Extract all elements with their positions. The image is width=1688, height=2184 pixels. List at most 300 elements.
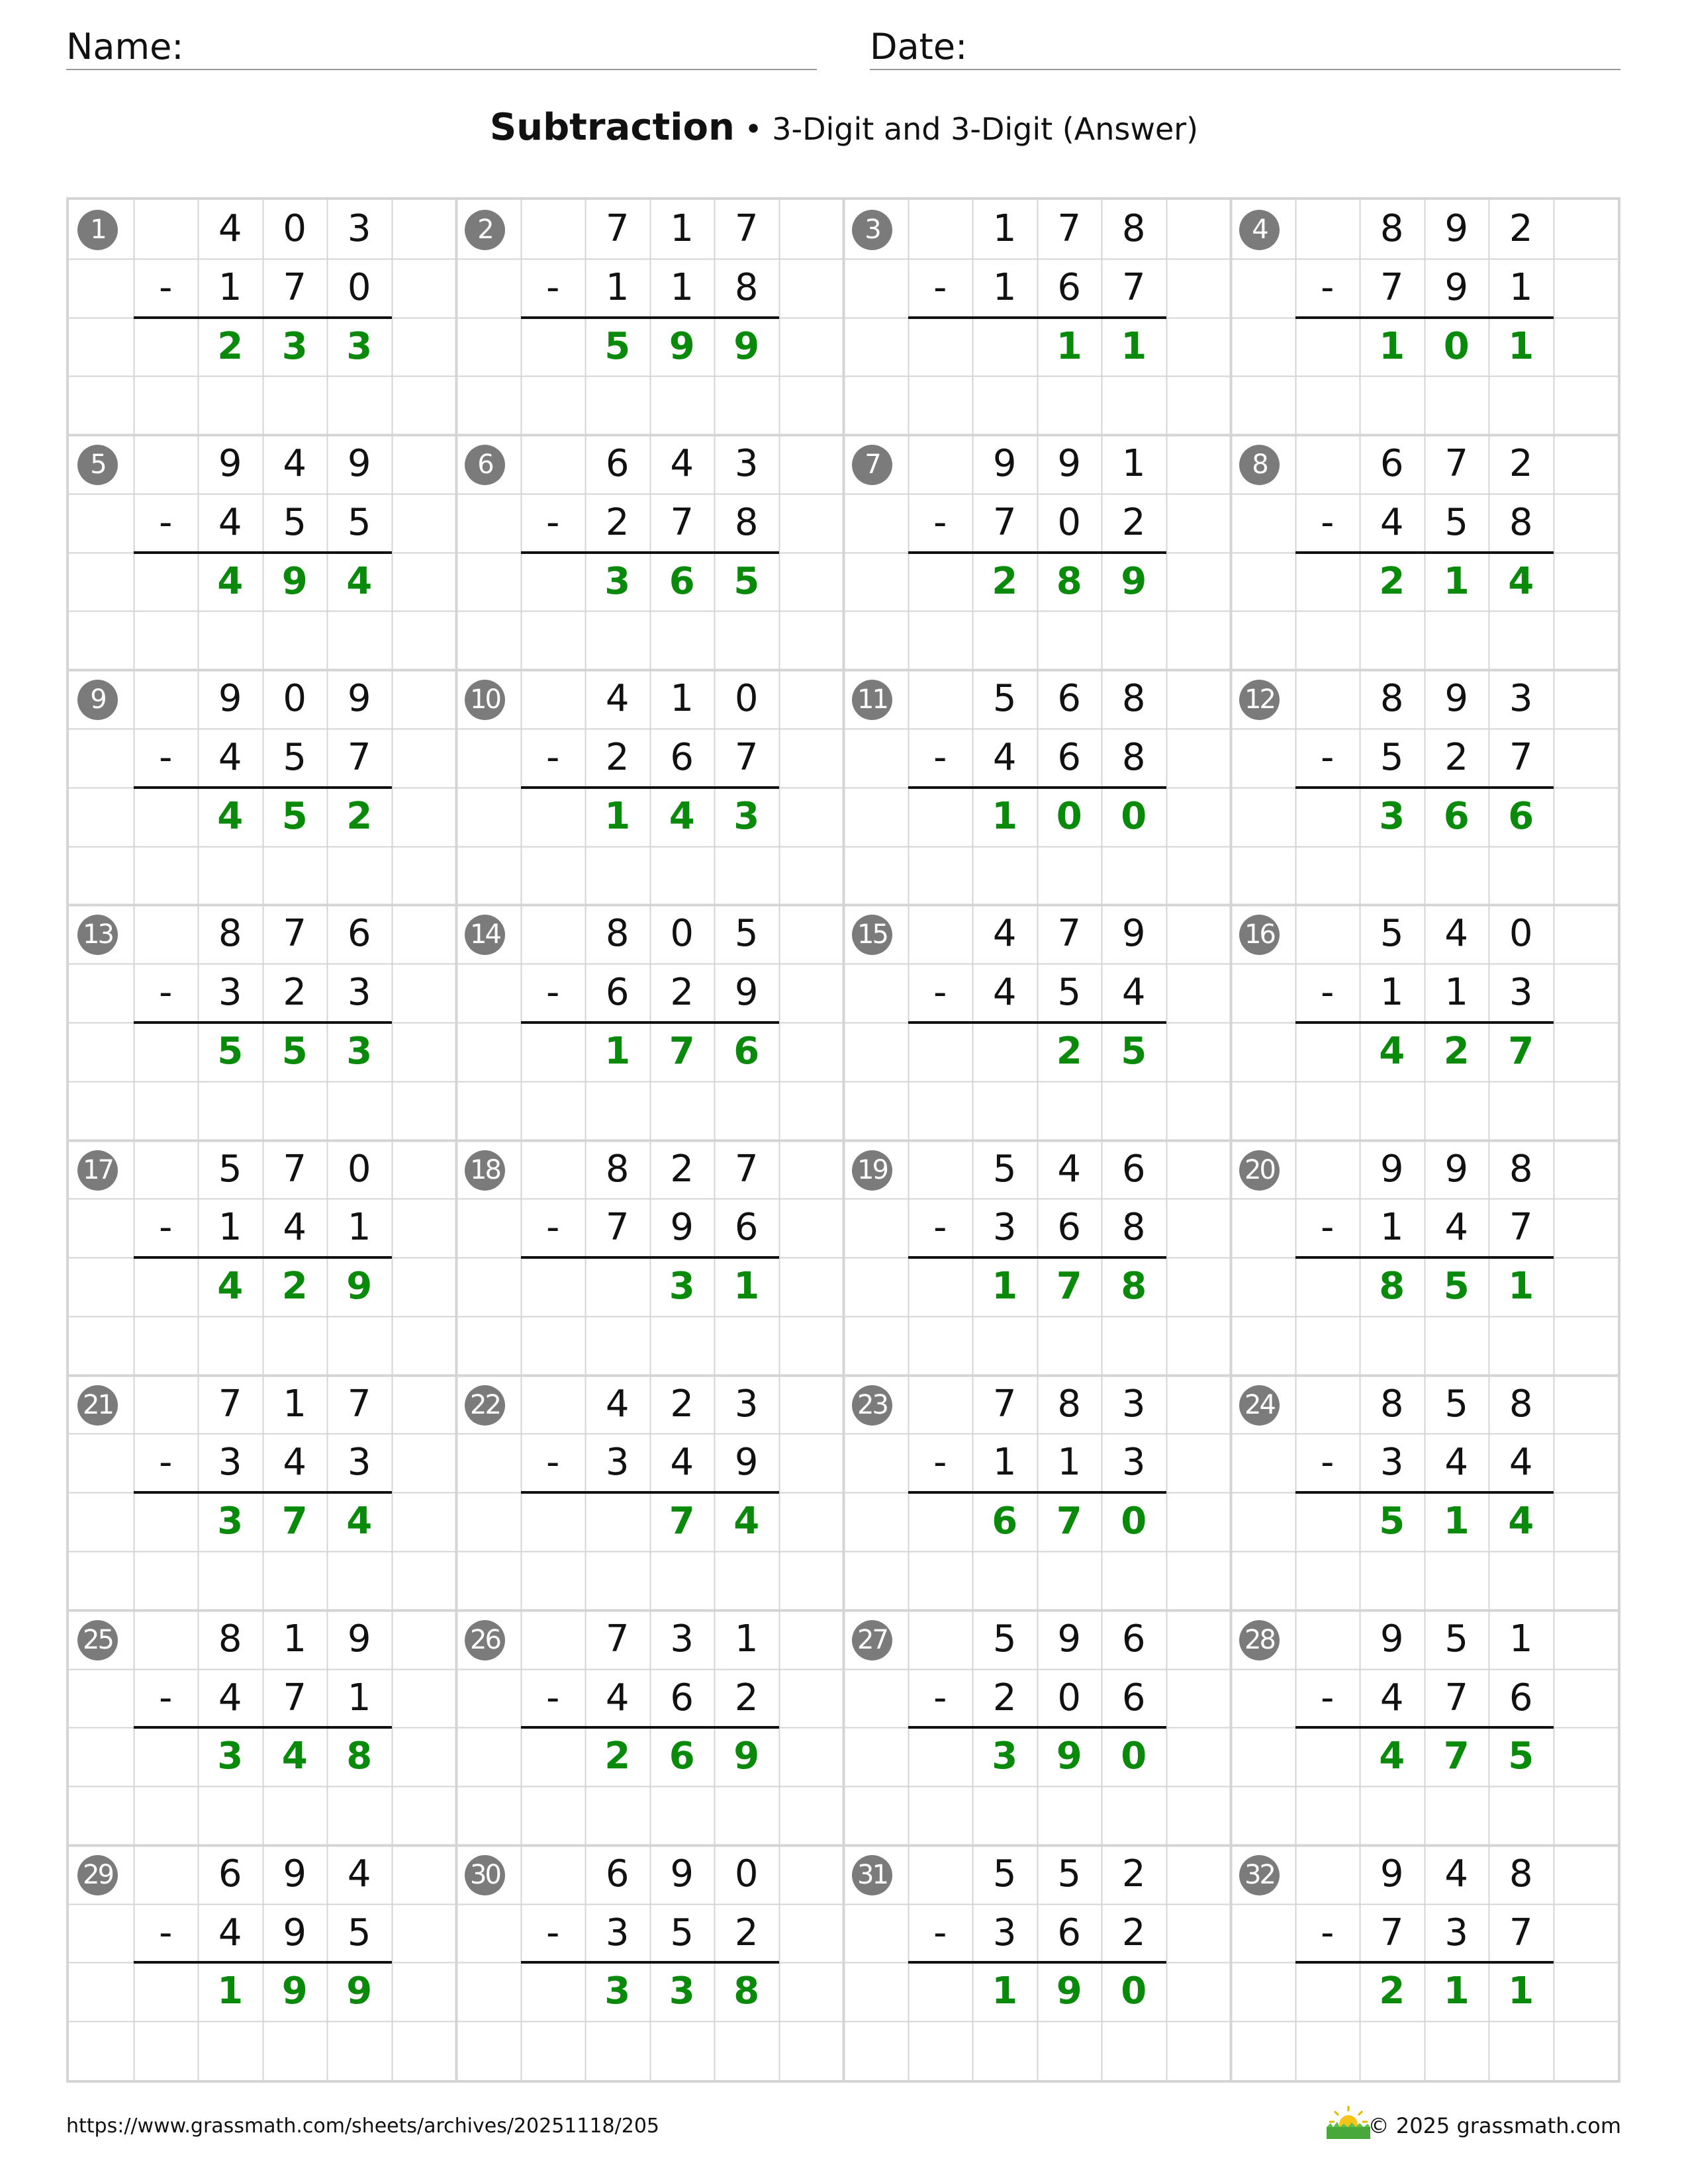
minuend-digit: 9 (1380, 1147, 1404, 1191)
subtrahend-digit: 3 (347, 1441, 371, 1484)
answer-digit: 9 (1121, 559, 1147, 603)
minuend-digit: 6 (605, 1852, 630, 1895)
answer-digit: 1 (1508, 1970, 1534, 2013)
minuend-digit: 9 (1380, 1852, 1404, 1895)
minuend-digit: 9 (1380, 1617, 1404, 1661)
subtrahend-digit: 3 (992, 1206, 1017, 1250)
worksheet-title (0, 106, 1688, 149)
minus-sign: - (546, 1676, 560, 1719)
minus-sign: - (546, 1911, 560, 1954)
minus-sign: - (546, 500, 560, 544)
minus-sign: - (933, 1911, 947, 1954)
answer-digit: 5 (217, 1029, 244, 1073)
answer-rule (521, 786, 779, 789)
minuend-digit: 9 (218, 677, 242, 721)
subtrahend-digit: 9 (670, 1206, 694, 1250)
minuend-digit: 9 (347, 1617, 371, 1661)
minus-sign: - (1321, 500, 1335, 544)
minuend-digit: 8 (1121, 207, 1146, 250)
minus-sign: - (546, 971, 560, 1015)
problem-28 (1231, 1610, 1618, 1845)
minus-sign: - (1321, 971, 1335, 1015)
answer-digit: 8 (1379, 1265, 1405, 1308)
problem-number-badge: 24 (1239, 1385, 1280, 1426)
problem-20 (1231, 1140, 1618, 1375)
answer-digit: 7 (669, 1500, 695, 1543)
problem-29 (69, 1845, 456, 2080)
subtrahend-digit: 1 (1380, 1206, 1404, 1250)
answer-digit: 1 (217, 1970, 244, 2013)
minuend-digit: 2 (1509, 207, 1533, 250)
answer-digit: 3 (669, 1970, 695, 2013)
minuend-digit: 1 (992, 207, 1017, 250)
minuend-digit: 4 (283, 442, 307, 486)
problem-7 (843, 435, 1231, 670)
title-subtitle: 3-Digit and 3-Digit (Answer) (772, 111, 1199, 147)
answer-digit: 2 (992, 559, 1018, 603)
subtrahend-digit: 5 (283, 736, 307, 780)
answer-digit: 8 (1056, 559, 1082, 603)
answer-digit: 3 (346, 324, 373, 368)
subtrahend-digit: 1 (347, 1676, 371, 1719)
answer-digit: 0 (1121, 794, 1147, 838)
answer-digit: 3 (217, 1735, 244, 1778)
minuend-digit: 7 (1057, 207, 1082, 250)
problem-number-badge: 12 (1239, 680, 1280, 720)
minus-sign: - (159, 1206, 173, 1250)
subtrahend-digit: 4 (670, 1441, 694, 1484)
minuend-digit: 6 (1121, 1617, 1146, 1661)
minus-sign: - (546, 1206, 560, 1250)
subtrahend-digit: 1 (1444, 971, 1469, 1015)
subtrahend-digit: 5 (347, 500, 371, 544)
subtrahend-digit: 4 (1380, 1676, 1404, 1719)
answer-digit: 9 (281, 559, 308, 603)
answer-digit: 2 (1443, 1029, 1470, 1073)
subtrahend-digit: 7 (992, 500, 1017, 544)
subtrahend-digit: 2 (1444, 736, 1469, 780)
answer-digit: 1 (1056, 324, 1082, 368)
minus-sign: - (159, 1676, 173, 1719)
minuend-digit: 5 (1444, 1617, 1469, 1661)
subtrahend-digit: 7 (283, 1676, 307, 1719)
subtrahend-digit: 4 (1121, 971, 1146, 1015)
answer-digit: 5 (1443, 1265, 1470, 1308)
problem-31 (843, 1845, 1231, 2080)
answer-digit: 3 (346, 1029, 373, 1073)
subtrahend-digit: 0 (1057, 500, 1082, 544)
problem-number-badge: 18 (465, 1150, 505, 1191)
name-field[interactable] (66, 25, 817, 70)
answer-rule (1295, 1961, 1554, 1964)
subtrahend-digit: 9 (734, 1441, 759, 1484)
subtrahend-digit: 2 (283, 971, 307, 1015)
minuend-digit: 0 (670, 912, 694, 956)
subtrahend-digit: 5 (670, 1911, 694, 1954)
minus-sign: - (933, 971, 947, 1015)
minuend-digit: 7 (283, 1147, 307, 1191)
minuend-digit: 4 (347, 1852, 371, 1895)
answer-rule (908, 786, 1166, 789)
subtrahend-digit: 2 (992, 1676, 1017, 1719)
minuend-digit: 7 (992, 1382, 1017, 1426)
answer-digit: 0 (1056, 794, 1082, 838)
answer-digit: 7 (1443, 1735, 1470, 1778)
subtrahend-digit: 4 (218, 500, 242, 544)
subtrahend-digit: 6 (1057, 1206, 1082, 1250)
subtrahend-digit: 7 (1380, 265, 1404, 309)
subtrahend-digit: 6 (605, 971, 630, 1015)
minuend-digit: 9 (1444, 1147, 1469, 1191)
answer-digit: 3 (217, 1500, 244, 1543)
minuend-digit: 4 (1444, 1852, 1469, 1895)
minuend-digit: 5 (992, 1147, 1017, 1191)
minuend-digit: 1 (734, 1617, 759, 1661)
minuend-digit: 9 (347, 677, 371, 721)
answer-rule (521, 1961, 779, 1964)
answer-digit: 5 (1121, 1029, 1147, 1073)
minus-sign: - (933, 1676, 947, 1719)
answer-digit: 9 (1056, 1970, 1082, 2013)
minuend-digit: 7 (605, 207, 630, 250)
minuend-digit: 8 (1380, 207, 1404, 250)
subtrahend-digit: 5 (1057, 971, 1082, 1015)
answer-digit: 0 (1443, 324, 1470, 368)
answer-digit: 5 (281, 794, 308, 838)
subtrahend-digit: 7 (1444, 1676, 1469, 1719)
minuend-digit: 5 (992, 1852, 1017, 1895)
answer-digit: 1 (992, 1265, 1018, 1308)
answer-digit: 7 (1508, 1029, 1534, 1073)
problem-23 (843, 1375, 1231, 1610)
minuend-digit: 0 (283, 677, 307, 721)
minuend-digit: 6 (605, 442, 630, 486)
answer-digit: 3 (604, 559, 631, 603)
minuend-digit: 8 (1509, 1147, 1533, 1191)
subtrahend-digit: 5 (347, 1911, 371, 1954)
minus-sign: - (159, 1911, 173, 1954)
subtrahend-digit: 1 (1057, 1441, 1082, 1484)
problem-number-badge: 10 (465, 680, 505, 720)
minuend-digit: 7 (734, 1147, 759, 1191)
answer-rule (1295, 551, 1554, 554)
name-label: Name: (66, 26, 184, 68)
minus-sign: - (933, 736, 947, 780)
minus-sign: - (1321, 1206, 1335, 1250)
answer-digit: 6 (992, 1500, 1018, 1543)
minuend-digit: 6 (1121, 1147, 1146, 1191)
subtrahend-digit: 2 (605, 736, 630, 780)
answer-digit: 4 (346, 1500, 373, 1543)
minuend-digit: 5 (218, 1147, 242, 1191)
answer-digit: 3 (992, 1735, 1018, 1778)
subtrahend-digit: 3 (1121, 1441, 1146, 1484)
minuend-digit: 7 (605, 1617, 630, 1661)
minuend-digit: 1 (1509, 1617, 1533, 1661)
answer-digit: 1 (1508, 1265, 1534, 1308)
minuend-digit: 0 (347, 1147, 371, 1191)
minus-sign: - (933, 265, 947, 309)
subtrahend-digit: 7 (1509, 1206, 1533, 1250)
problem-3 (843, 200, 1231, 435)
subtrahend-digit: 4 (218, 1676, 242, 1719)
minuend-digit: 8 (218, 1617, 242, 1661)
answer-rule (521, 316, 779, 319)
problem-21 (69, 1375, 456, 1610)
minuend-digit: 9 (218, 442, 242, 486)
minuend-digit: 7 (218, 1382, 242, 1426)
minuend-digit: 9 (283, 1852, 307, 1895)
answer-rule (521, 1726, 779, 1729)
subtrahend-digit: 4 (1444, 1206, 1469, 1250)
subtrahend-digit: 0 (1057, 1676, 1082, 1719)
subtrahend-digit: 8 (1121, 1206, 1146, 1250)
minuend-digit: 2 (670, 1147, 694, 1191)
problem-17 (69, 1140, 456, 1375)
subtrahend-digit: 4 (283, 1441, 307, 1484)
minuend-digit: 8 (218, 912, 242, 956)
subtrahend-digit: 8 (734, 500, 759, 544)
answer-digit: 2 (281, 1265, 308, 1308)
minuend-digit: 1 (1121, 442, 1146, 486)
minuend-digit: 9 (992, 442, 1017, 486)
subtrahend-digit: 7 (605, 1206, 630, 1250)
minus-sign: - (1321, 1441, 1335, 1484)
problem-6 (456, 435, 843, 670)
subtrahend-digit: 9 (283, 1911, 307, 1954)
problem-15 (843, 905, 1231, 1140)
subtrahend-digit: 4 (218, 736, 242, 780)
subtrahend-digit: 2 (734, 1676, 759, 1719)
subtrahend-digit: 6 (1057, 1911, 1082, 1954)
answer-digit: 6 (1443, 794, 1470, 838)
minuend-digit: 9 (1121, 912, 1146, 956)
problem-4 (1231, 200, 1618, 435)
subtrahend-digit: 2 (734, 1911, 759, 1954)
minuend-digit: 4 (605, 677, 630, 721)
problem-22 (456, 1375, 843, 1610)
subtrahend-digit: 3 (1380, 1441, 1404, 1484)
subtrahend-digit: 3 (1444, 1911, 1469, 1954)
answer-digit: 7 (281, 1500, 308, 1543)
minus-sign: - (159, 971, 173, 1015)
answer-digit: 1 (604, 1029, 631, 1073)
subtrahend-digit: 7 (1380, 1911, 1404, 1954)
minuend-digit: 0 (283, 207, 307, 250)
minuend-digit: 6 (347, 912, 371, 956)
problem-number-badge: 27 (852, 1620, 892, 1661)
title-separator: • (734, 111, 773, 147)
subtrahend-digit: 6 (1121, 1676, 1146, 1719)
problem-number-badge: 20 (1239, 1150, 1280, 1191)
answer-rule (1295, 1491, 1554, 1494)
answer-digit: 9 (733, 324, 760, 368)
answer-digit: 0 (1121, 1735, 1147, 1778)
answer-digit: 1 (992, 1970, 1018, 2013)
answer-digit: 6 (733, 1029, 760, 1073)
minuend-digit: 7 (1444, 442, 1469, 486)
answer-digit: 5 (1379, 1500, 1405, 1543)
problem-number-badge: 22 (465, 1385, 505, 1426)
subtrahend-digit: 6 (670, 1676, 694, 1719)
answer-digit: 1 (1443, 1970, 1470, 2013)
answer-digit: 4 (1379, 1029, 1405, 1073)
answer-digit: 2 (217, 324, 244, 368)
answer-digit: 6 (669, 559, 695, 603)
answer-digit: 0 (1121, 1500, 1147, 1543)
minuend-digit: 5 (992, 1617, 1017, 1661)
problem-number-badge: 29 (77, 1855, 118, 1895)
minus-sign: - (159, 265, 173, 309)
subtrahend-digit: 5 (1444, 500, 1469, 544)
answer-digit: 1 (604, 794, 631, 838)
answer-rule (521, 1021, 779, 1024)
subtrahend-digit: 6 (1509, 1676, 1533, 1719)
problem-number-badge: 28 (1239, 1620, 1280, 1661)
problem-2 (456, 200, 843, 435)
problem-number-badge: 32 (1239, 1855, 1280, 1895)
subtrahend-digit: 2 (670, 971, 694, 1015)
answer-rule (134, 1021, 392, 1024)
answer-digit: 9 (669, 324, 695, 368)
minus-sign: - (159, 1441, 173, 1484)
minuend-digit: 4 (1444, 912, 1469, 956)
minuend-digit: 9 (670, 1852, 694, 1895)
date-label: Date: (870, 26, 968, 68)
answer-digit: 2 (1379, 559, 1405, 603)
subtrahend-digit: 2 (605, 500, 630, 544)
minuend-digit: 6 (1380, 442, 1404, 486)
minuend-digit: 1 (670, 207, 694, 250)
answer-digit: 1 (1443, 559, 1470, 603)
minuend-digit: 8 (1509, 1852, 1533, 1895)
answer-rule (134, 1961, 392, 1964)
problem-25 (69, 1610, 456, 1845)
problem-sheet (66, 197, 1620, 2083)
answer-digit: 1 (1379, 324, 1405, 368)
minuend-digit: 8 (605, 912, 630, 956)
answer-digit: 4 (1508, 1500, 1534, 1543)
subtrahend-digit: 3 (605, 1441, 630, 1484)
minuend-digit: 3 (734, 442, 759, 486)
problem-27 (843, 1610, 1231, 1845)
subtrahend-digit: 1 (670, 265, 694, 309)
minus-sign: - (159, 500, 173, 544)
date-field[interactable] (870, 25, 1620, 70)
minuend-digit: 9 (1444, 677, 1469, 721)
minus-sign: - (1321, 1911, 1335, 1954)
answer-digit: 0 (1121, 1970, 1147, 2013)
subtrahend-digit: 9 (1444, 265, 1469, 309)
answer-digit: 8 (346, 1735, 373, 1778)
minuend-digit: 4 (218, 207, 242, 250)
subtrahend-digit: 6 (1057, 265, 1082, 309)
minus-sign: - (546, 736, 560, 780)
answer-digit: 4 (217, 794, 244, 838)
minuend-digit: 6 (1057, 677, 1082, 721)
answer-digit: 6 (1508, 794, 1534, 838)
subtrahend-digit: 4 (992, 736, 1017, 780)
answer-rule (908, 1961, 1166, 1964)
minuend-digit: 7 (1057, 912, 1082, 956)
minuend-digit: 5 (734, 912, 759, 956)
answer-digit: 9 (733, 1735, 760, 1778)
answer-digit: 1 (1508, 324, 1534, 368)
problem-32 (1231, 1845, 1618, 2080)
answer-digit: 2 (604, 1735, 631, 1778)
subtrahend-digit: 1 (1380, 971, 1404, 1015)
answer-digit: 9 (346, 1265, 373, 1308)
answer-digit: 4 (733, 1500, 760, 1543)
problem-number-badge: 6 (465, 445, 505, 485)
problem-5 (69, 435, 456, 670)
subtrahend-digit: 5 (1380, 736, 1404, 780)
answer-digit: 4 (346, 559, 373, 603)
problem-number-badge: 4 (1239, 210, 1280, 250)
subtrahend-digit: 1 (992, 1441, 1017, 1484)
subtrahend-digit: 1 (347, 1206, 371, 1250)
minuend-digit: 1 (283, 1382, 307, 1426)
subtrahend-digit: 9 (734, 971, 759, 1015)
minus-sign: - (933, 500, 947, 544)
minuend-digit: 7 (734, 207, 759, 250)
answer-digit: 9 (281, 1970, 308, 2013)
subtrahend-digit: 4 (283, 1206, 307, 1250)
minuend-digit: 8 (605, 1147, 630, 1191)
subtrahend-digit: 1 (605, 265, 630, 309)
answer-digit: 9 (1056, 1735, 1082, 1778)
problem-14 (456, 905, 843, 1140)
minus-sign: - (159, 736, 173, 780)
minuend-digit: 2 (670, 1382, 694, 1426)
answer-rule (908, 551, 1166, 554)
minus-sign: - (546, 265, 560, 309)
problem-8 (1231, 435, 1618, 670)
subtrahend-digit: 3 (1509, 971, 1533, 1015)
minuend-digit: 0 (1509, 912, 1533, 956)
minuend-digit: 8 (1509, 1382, 1533, 1426)
subtrahend-digit: 4 (992, 971, 1017, 1015)
problem-number-badge: 5 (77, 445, 118, 485)
answer-digit: 8 (1121, 1265, 1147, 1308)
problem-12 (1231, 670, 1618, 905)
minuend-digit: 3 (347, 207, 371, 250)
subtrahend-digit: 4 (605, 1676, 630, 1719)
subtrahend-digit: 7 (670, 500, 694, 544)
subtrahend-digit: 1 (218, 1206, 242, 1250)
answer-rule (1295, 1256, 1554, 1259)
problem-13 (69, 905, 456, 1140)
answer-rule (134, 316, 392, 319)
minus-sign: - (1321, 1676, 1335, 1719)
answer-digit: 2 (1056, 1029, 1082, 1073)
problem-number-badge: 13 (77, 915, 118, 955)
answer-digit: 5 (604, 324, 631, 368)
problem-16 (1231, 905, 1618, 1140)
answer-rule (1295, 786, 1554, 789)
answer-digit: 3 (604, 1970, 631, 2013)
sun-over-grass-icon (1325, 2105, 1372, 2140)
answer-digit: 3 (733, 794, 760, 838)
minus-sign: - (933, 1206, 947, 1250)
problem-number-badge: 25 (77, 1620, 118, 1661)
subtrahend-digit: 5 (283, 500, 307, 544)
subtrahend-digit: 4 (1444, 1441, 1469, 1484)
answer-digit: 1 (1121, 324, 1147, 368)
minuend-digit: 5 (1057, 1852, 1082, 1895)
minus-sign: - (1321, 736, 1335, 780)
minuend-digit: 5 (1444, 1382, 1469, 1426)
